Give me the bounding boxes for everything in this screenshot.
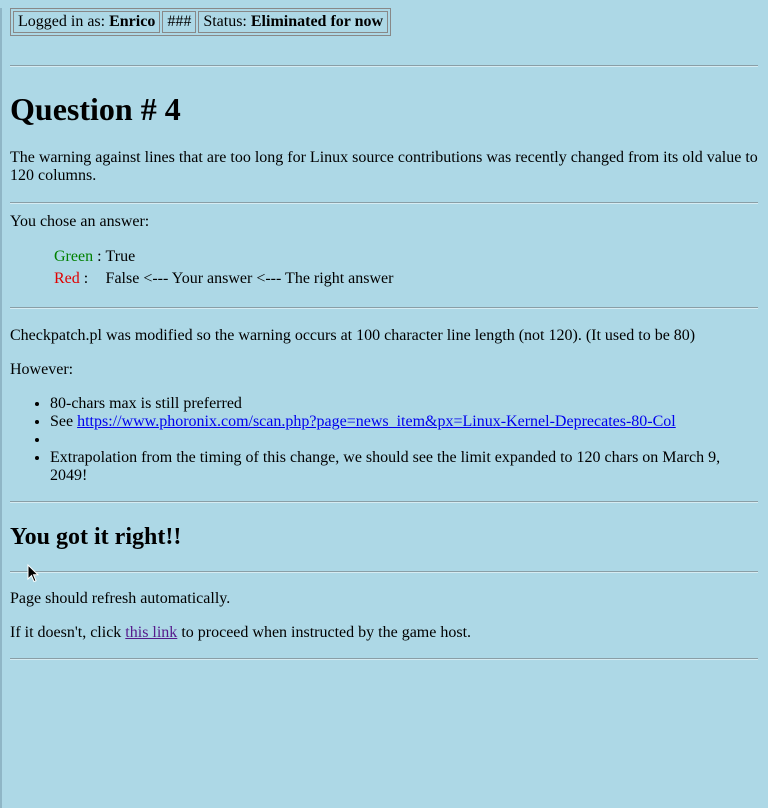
option-separator: :	[83, 270, 89, 287]
hash-cell: ###	[162, 11, 196, 33]
status-cell	[198, 11, 388, 33]
divider	[10, 307, 758, 309]
question-text: The warning against lines that are too long for Linux source contributions was recently changed from its old value to 120 columns.	[10, 149, 758, 184]
phoronix-link[interactable]: https://www.phoronix.com/scan.php?page=news_item&px=Linux-Kernel-Deprecates-80-Col	[77, 413, 676, 430]
result-heading: You got it right!!	[10, 524, 182, 550]
list-item-empty	[50, 431, 758, 449]
status-label: Status:	[203, 13, 247, 30]
divider	[10, 202, 758, 204]
option-separator: :	[97, 248, 102, 265]
divider	[10, 571, 758, 573]
proceed-suffix: to proceed when instructed by the game host.	[181, 624, 472, 641]
username: Enrico	[109, 13, 156, 30]
status-value: Eliminated for now	[250, 13, 384, 30]
refresh-text: Page should refresh automatically.	[10, 590, 231, 607]
option-color-label: Red	[54, 270, 80, 287]
list-item: • Extrapolation from the timing of this change, we should see the limit expanded to 120 chars on March 9, 2049!	[50, 449, 758, 485]
chose-answer-text: You chose an answer:	[10, 213, 150, 230]
proceed-prefix: If it doesn't, click	[10, 624, 122, 641]
question-title: Question # 4	[10, 91, 181, 127]
page-content	[2, 8, 768, 660]
divider	[10, 658, 758, 660]
divider	[10, 65, 758, 67]
explanation-list	[10, 395, 758, 485]
status-bar	[10, 8, 391, 36]
login-label: Logged in as:	[18, 13, 106, 30]
mouse-cursor-icon	[27, 564, 39, 584]
see-label: See	[50, 413, 74, 430]
option-color-label: Green	[54, 248, 94, 265]
however-text: However:	[10, 361, 74, 378]
answer-options	[51, 245, 396, 291]
proceed-instructions	[10, 624, 758, 642]
answer-option-red	[53, 269, 394, 289]
proceed-link[interactable]: this link	[125, 624, 178, 641]
option-text: True	[105, 248, 136, 265]
list-item: • 80-chars max is still preferred	[50, 395, 758, 413]
list-item	[50, 413, 758, 431]
divider	[10, 501, 758, 503]
explanation-text: Checkpatch.pl was modified so the warning occurs at 100 character line length (not 120). (It used to be 80)	[10, 327, 696, 344]
answer-option-green	[53, 247, 394, 267]
option-text: False <--- Your answer <--- The right answer	[105, 270, 394, 287]
login-cell	[13, 11, 160, 33]
